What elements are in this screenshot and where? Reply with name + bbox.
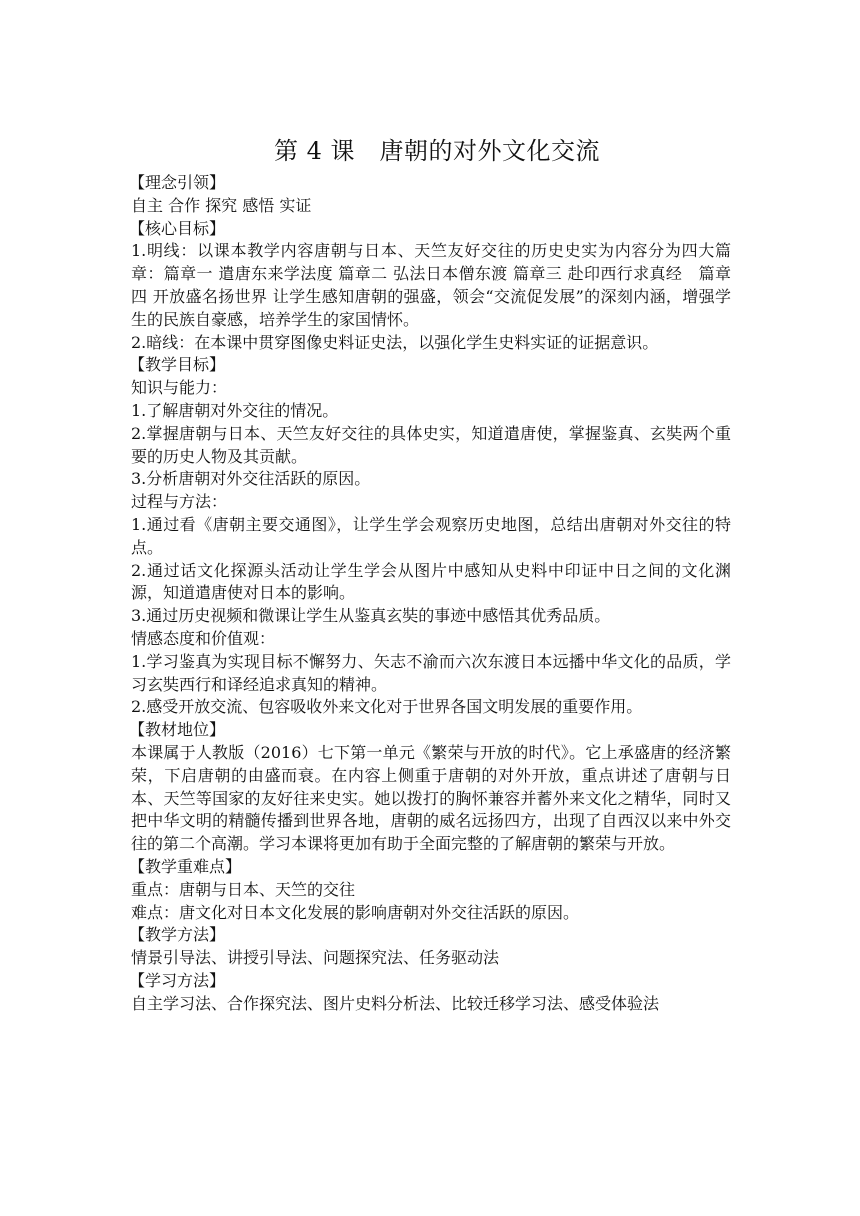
concept-keywords: 自主 合作 探究 感悟 实证 — [131, 195, 312, 215]
process-item-2: 2.通过话文化探源头活动让学生学会从图片中感知从史料中印证中日之间的文化渊源，知道遣唐使对日本的影响。 — [131, 560, 731, 603]
teaching-method-line: 情景引导法、讲授引导法、问题探究法、任务驱动法 — [131, 948, 500, 968]
section-heading-concept: 【理念引领】 — [129, 173, 226, 192]
section-heading-core-goal: 【核心目标】 — [129, 218, 226, 238]
knowledge-item-2: 2.掌握唐朝与日本、天竺友好交往的具体史实，知道遣唐使，掌握鉴真、玄奘两个重要的历史人物及其贡献。 — [131, 423, 731, 466]
key-point-line: 重点：唐朝与日本、天竺的交往 — [131, 879, 356, 899]
section-heading-learning-method: 【学习方法】 — [129, 970, 226, 990]
section-heading-key-points: 【教学重难点】 — [129, 856, 242, 876]
core-goal-implicit-line: 2.暗线：在本课中贯穿图像史料证史法，以强化学生史料实证的证据意识。 — [131, 332, 659, 352]
knowledge-ability-label: 知识与能力： — [131, 378, 228, 398]
process-method-label: 过程与方法： — [131, 492, 228, 512]
learning-method-line: 自主学习法、合作探究法、图片史料分析法、比较迁移学习法、感受体验法 — [131, 993, 660, 1013]
emotion-item-1: 1.学习鉴真为实现目标不懈努力、矢志不渝而六次东渡日本远播中华文化的品质，学习玄奘西行和译经追求真知的精神。 — [131, 651, 731, 694]
section-heading-position: 【教材地位】 — [129, 720, 226, 740]
position-paragraph: 本课属于人教版（2016）七下第一单元《繁荣与开放的时代》。它上承盛唐的经济繁荣，下启唐朝的由盛而衰。在内容上侧重于唐朝的对外开放，重点讲述了唐朝与日本、天竺等国家的友好往来史实。她以拨打的胸怀兼容并蓄外来文化之精华，同时又把中华文明的精髓传播到世界各地，唐朝的威名远扬四方，出现了自西汉以来中外交往的第二个高潮。学习本课将更加有助于全面完整的了解唐朝的繁荣与开放。 — [131, 742, 731, 854]
emotion-item-2: 2.感受开放交流、包容吸收外来文化对于世界各国文明发展的重要作用。 — [131, 697, 643, 717]
lesson-title: 第 4 课 唐朝的对外文化交流 — [273, 137, 601, 165]
knowledge-item-1: 1.了解唐朝对外交往的情况。 — [131, 400, 339, 420]
knowledge-item-3: 3.分析唐朝对外交往活跃的原因。 — [131, 469, 371, 489]
emotion-value-label: 情感态度和价值观： — [131, 628, 276, 648]
process-item-3: 3.通过历史视频和微课让学生从鉴真玄奘的事迹中感悟其优秀品质。 — [131, 606, 611, 626]
process-item-1: 1.通过看《唐朝主要交通图》，让学生学会观察历史地图，总结出唐朝对外交往的特点。 — [131, 514, 731, 557]
section-heading-teaching-method: 【教学方法】 — [129, 925, 226, 945]
difficult-point-line: 难点：唐文化对日本文化发展的影响唐朝对外交往活跃的原因。 — [131, 902, 580, 922]
core-goal-explicit-line: 1.明线：以课本教学内容唐朝与日本、天竺友好交往的历史史实为内容分为四大篇章：篇章一 遣唐东来学法度 篇章二 弘法日本僧东渡 篇章三 赴印西行求真经 篇章四 开放盛名扬世界 让学生感知唐朝的强盛，领会“交流促发展”的深刻内涵，增强学生的民族自豪感，培养学生的家国情怀。 — [131, 241, 731, 329]
document-page — [131, 136, 731, 1015]
section-heading-teaching-goal: 【教学目标】 — [129, 355, 226, 375]
